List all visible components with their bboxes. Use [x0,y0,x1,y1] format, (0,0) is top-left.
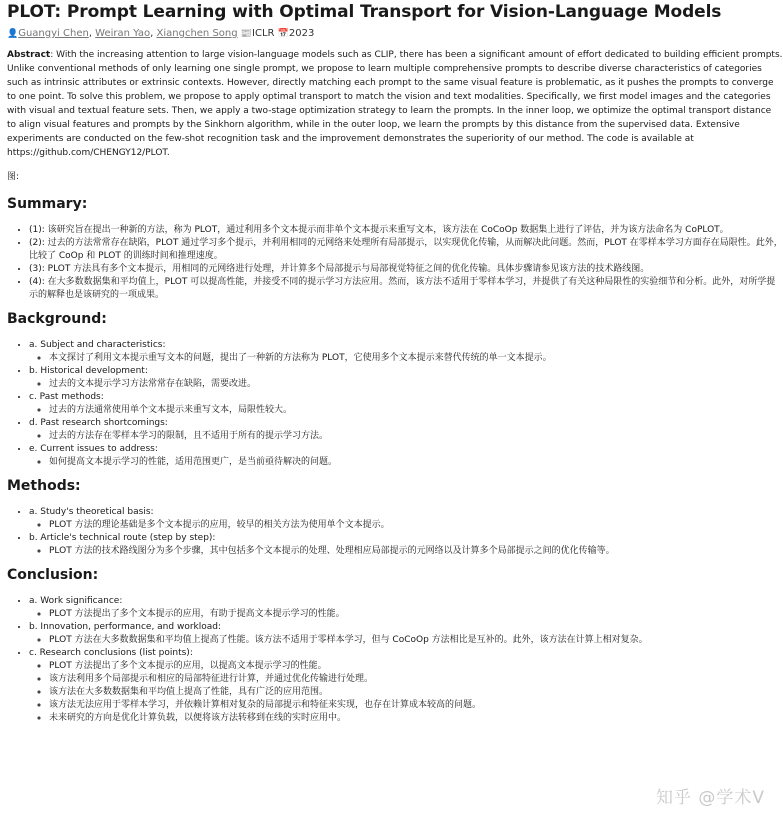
item-label: a. Work significance: [29,596,123,606]
list-item [29,391,783,417]
item-label: c. Research conclusions (list points): [29,648,193,658]
list-item: • (4): 在大多数数据集和平均值上，PLOT 可以提高性能，并接受不同的提示学习方法应用。然而，该方法不适用于零样本学习，并提供了有关这种局限性的实验细节和分析。此外，对所学提示的解释也是该研究的一项成果。 [29,276,783,302]
list-item [29,595,783,621]
venue: ICLR [252,28,275,39]
summary-heading: Summary: [7,196,88,212]
list-item [29,417,783,443]
sub-item: ◦ 过去的方法存在零样本学习的限制，且不适用于所有的提示学习方法。 [49,430,783,443]
document [7,0,783,734]
paper-meta: 👤Guangyi Chen, Weiran Yao, Xiangchen Song 📰ICLR 📅2023 [7,28,315,39]
methods-list [7,506,783,558]
item-label: a. Study's theoretical basis: [29,507,154,517]
calendar-icon: 📅 [277,29,289,39]
background-heading: Background: [7,311,107,327]
item-label: d. Past research shortcomings: [29,418,168,428]
conclusion-heading: Conclusion: [7,567,99,583]
abstract [7,48,783,160]
sub-item: ◦ 过去的方法通常使用单个文本提示来重写文本，局限性较大。 [49,404,783,417]
item-label: b. Article's technical route (step by step): [29,533,216,543]
item-label: b. Innovation, performance, and workload: [29,622,222,632]
list-item [29,443,783,469]
list-item [29,506,783,532]
item-label: c. Past methods: [29,392,104,402]
venue-icon: 📰 [240,29,253,39]
sub-item: ◦ PLOT 方法提出了多个文本提示的应用，有助于提高文本提示学习的性能。 [49,608,783,621]
list-item [29,532,783,558]
list-item: • (1): 该研究旨在提出一种新的方法，称为 PLOT，通过利用多个文本提示而非单个文本提示来重写文本，该方法在 CoCoOp 数据集上进行了评估，并为该方法命名为 CoPLOT。 [29,224,783,237]
sub-item: ◦ 本文探讨了利用文本提示重写文本的问题，提出了一种新的方法称为 PLOT，它使用多个文本提示来替代传统的单一文本提示。 [49,352,783,365]
sub-item: ◦ PLOT 方法提出了多个文本提示的应用，以提高文本提示学习的性能。 [49,660,783,673]
sub-item: ◦ 该方法利用多个局部提示和相应的局部特征进行计算，并通过优化传输进行处理。 [49,673,783,686]
list-item [29,365,783,391]
sub-item: ◦ 该方法无法应用于零样本学习，并依赖计算相对复杂的局部提示和特征来实现，也存在计算成本较高的问题。 [49,699,783,712]
author-link[interactable]: Weiran Yao [95,28,151,39]
sub-item: ◦ 未来研究的方向是优化计算负载，以便将该方法转移到在线的实时应用中。 [49,712,783,725]
watermark: 知乎 @学术V [655,788,765,808]
list-item [29,621,783,647]
item-label: e. Current issues to address: [29,444,158,454]
sub-item: ◦ 如何提高文本提示学习的性能，适用范围更广，是当前亟待解决的问题。 [49,456,783,469]
list-item: • (2): 过去的方法常常存在缺陷，PLOT 通过学习多个提示，并利用相同的元网络来处理所有局部提示，以实现优化传输，从而解决此问题。然而，PLOT 在零样本学习方面存在局限性。此外，比较了 CoOp 和 PLOT 的训练时间和推理速度。 [29,237,783,263]
summary-list [7,224,783,302]
sub-item: ◦ PLOT 方法的技术路线图分为多个步骤，其中包括多个文本提示的处理、处理相应局部提示的元网络以及计算多个局部提示之间的优化传输等。 [49,545,783,558]
background-list [7,339,783,469]
methods-heading: Methods: [7,478,81,494]
author-link[interactable]: Xiangchen Song [156,28,238,39]
abstract-label: Abstract [7,50,51,60]
abstract-text: : With the increasing attention to large vision-language models such as CLIP, there has been a significant amount of effort dedicated to building efficient prompts. Unlike conventional methods of only learning one single prompt, we propose to learn multiple comprehensive prompts to describe diverse characteristics of categories such as intrinsic attributes or extrinsic contexts. However, directly matching each prompt to the same visual feature is problematic, as it pushes the prompts to converge to one point. To solve this problem, we propose to apply optimal transport to match the vision and text modalities. Specifically, we first model images and the categories with visual and textual feature sets. Then, we apply a two-stage optimization strategy to learn the prompts. In the inner loop, we optimize the optimal transport distance to align visual features and prompts by the Sinkhorn algorithm, while in the outer loop, we learn the prompts by this distance from the supervised data. Extensive experiments are conducted on the few-shot recognition task and the improvement demonstrates the superiority of our method. The code is available at https://github.com/CHENGY12/PLOT. [7,50,783,158]
sub-item: ◦ 该方法在大多数数据集和平均值上提高了性能，具有广泛的应用范围。 [49,686,783,699]
item-label: a. Subject and characteristics: [29,340,166,350]
list-item: • (3): PLOT 方法具有多个文本提示，用相同的元网络进行处理，并计算多个局部提示与局部视觉特征之间的优化传输。具体步骤请参见该方法的技术路线图。 [29,263,783,276]
conclusion-list [7,595,783,725]
year: 2023 [288,28,315,39]
sub-item: ◦ PLOT 方法的理论基础是多个文本提示的应用，较早的相关方法为使用单个文本提示。 [49,519,783,532]
sub-item: ◦ 过去的文本提示学习方法常常存在缺陷，需要改进。 [49,378,783,391]
author-link[interactable]: Guangyi Chen [18,28,89,39]
paper-title: PLOT: Prompt Learning with Optimal Transport for Vision-Language Models [7,2,722,22]
list-item [29,339,783,365]
list-item [29,647,783,725]
item-label: b. Historical development: [29,366,148,376]
sub-item: ◦ PLOT 方法在大多数数据集和平均值上提高了性能。该方法不适用于零样本学习，但与 CoCoOp 方法相比是互补的。此外，该方法在计算上相对复杂。 [49,634,783,647]
author-icon: 👤 [7,29,19,39]
figure-label: 图: [7,172,20,182]
